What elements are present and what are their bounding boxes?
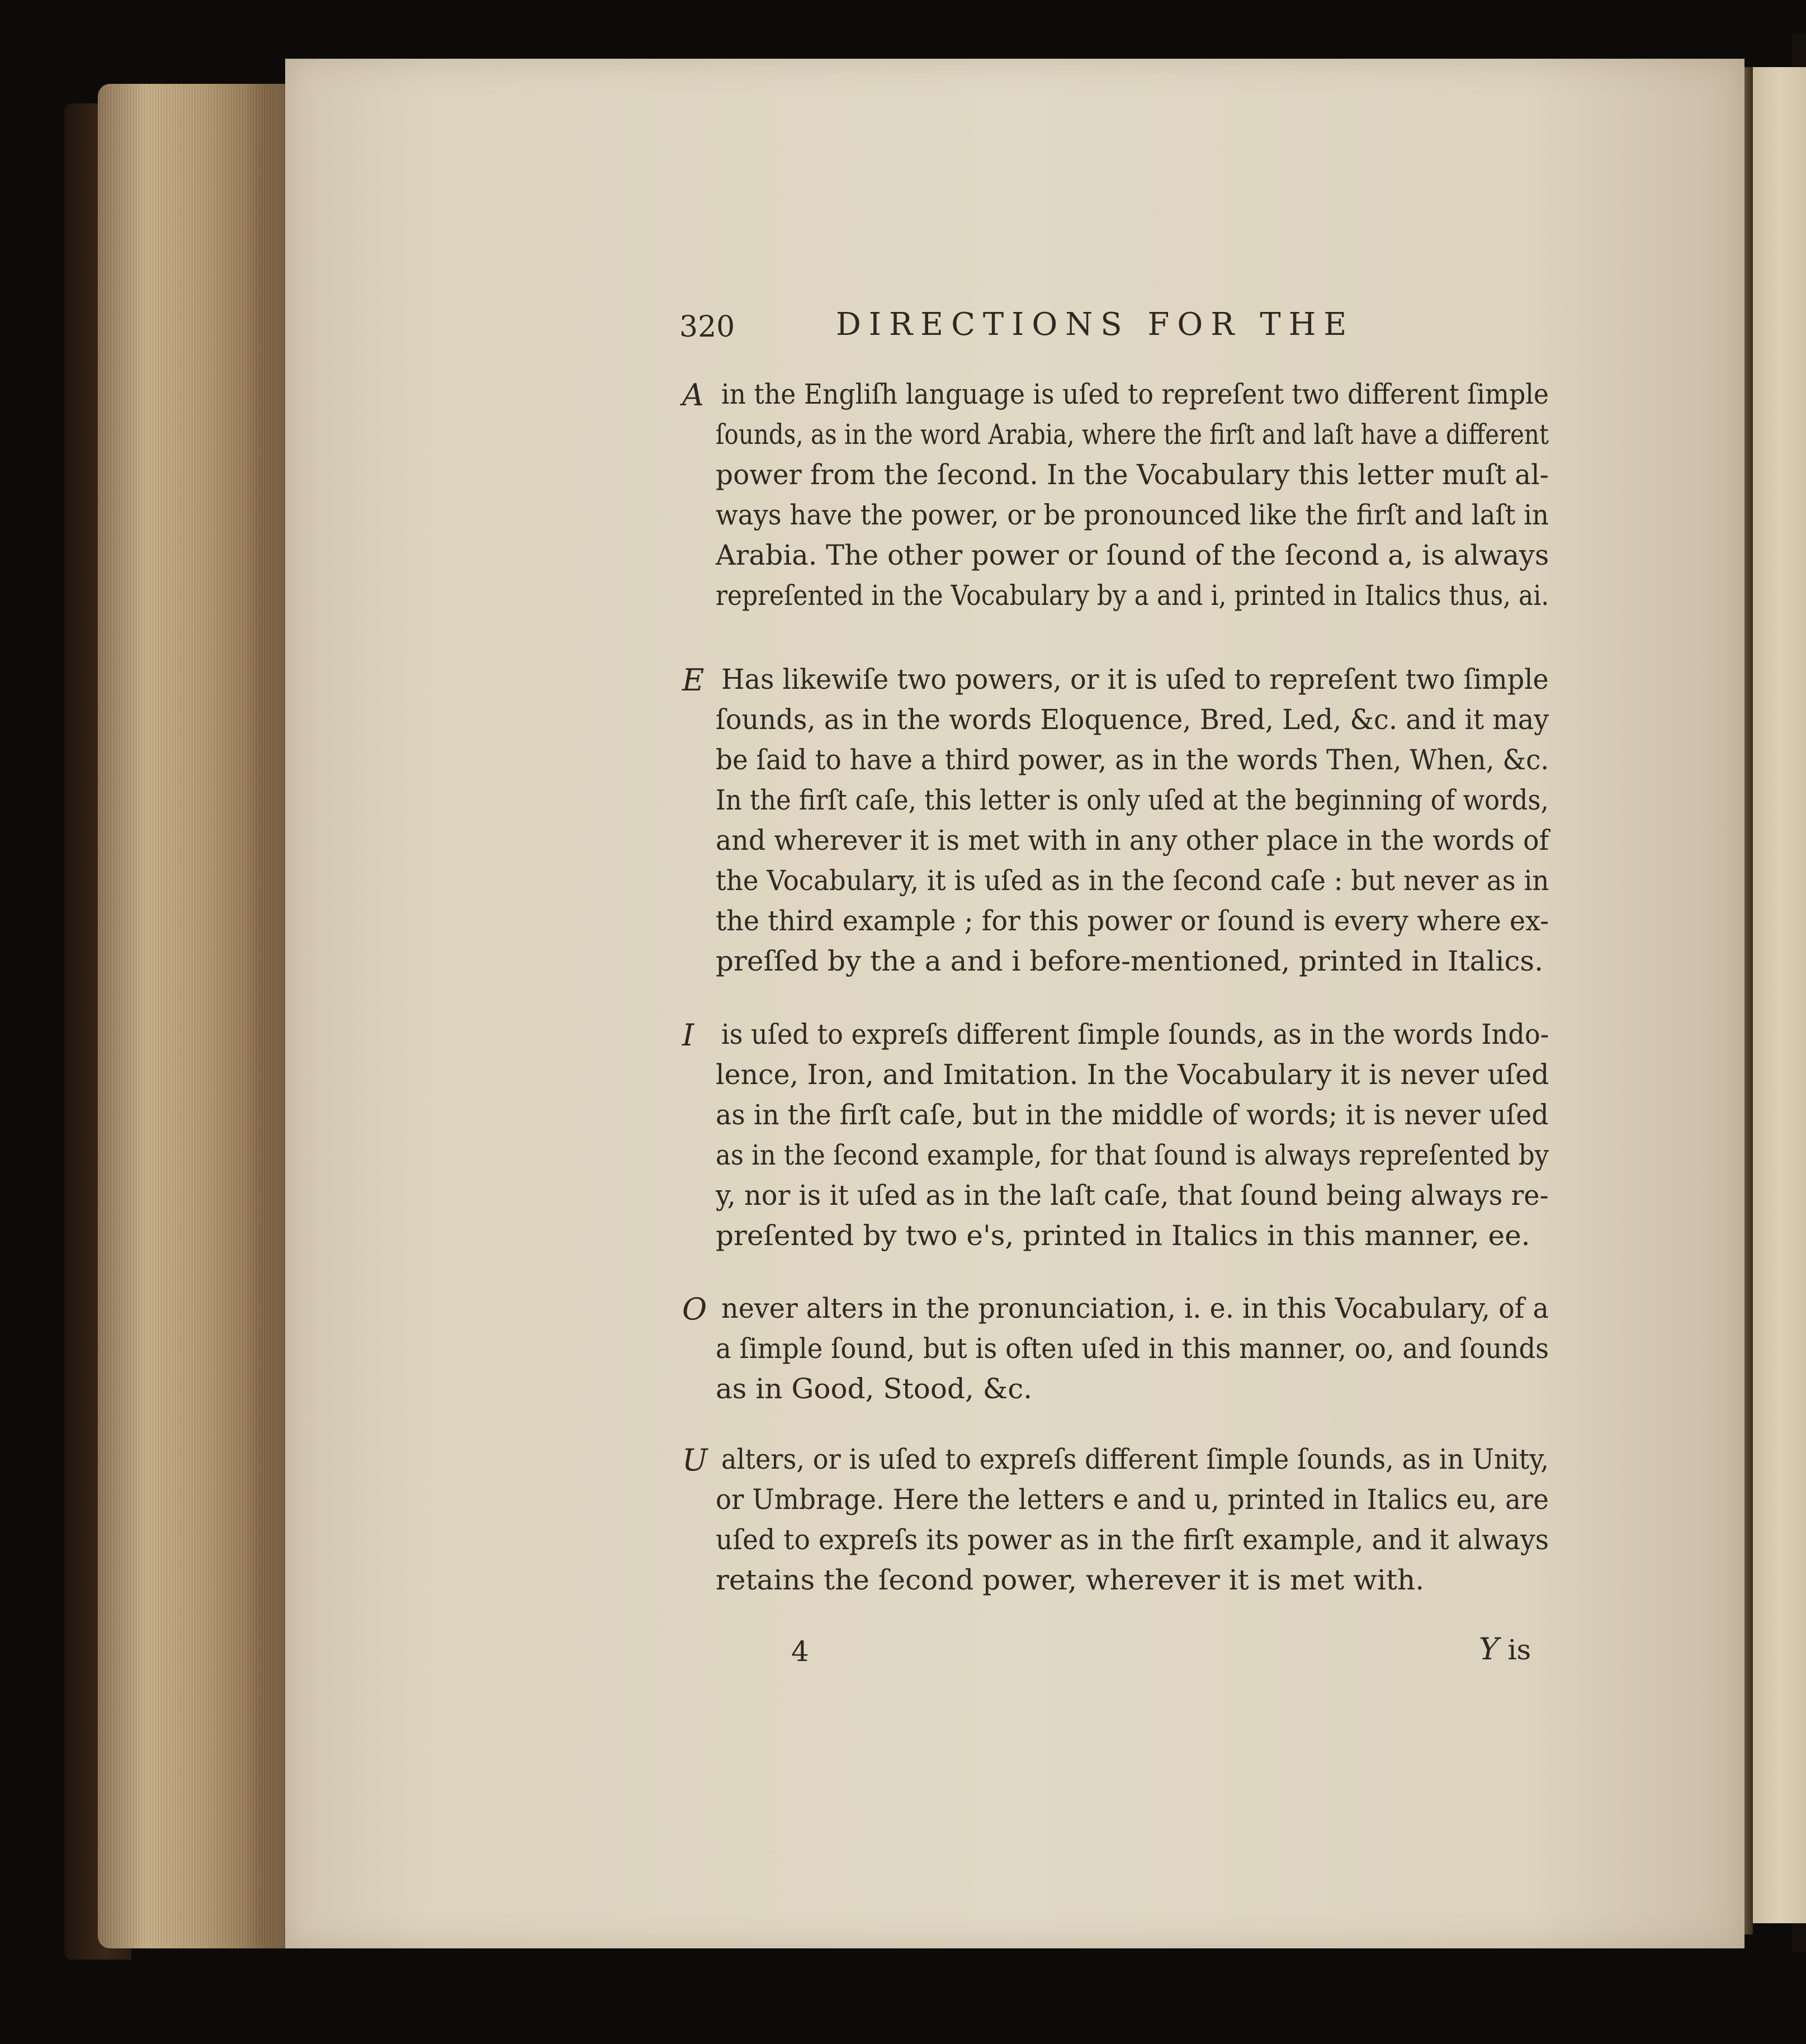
entry-line: Arabia. The other power or ſound of the ſecond a, is always — [716, 539, 1549, 571]
entry-line: is uſed to expreſs different ſimple ſounds, as in the words Indo- — [721, 1018, 1549, 1051]
facing-page — [1753, 67, 1806, 1923]
entry-line: preſſed by the a and i before-mentioned, printed in Italics. — [716, 945, 1543, 977]
signature-mark: 4 — [791, 1635, 809, 1668]
entry-line: be ſaid to have a third power, as in the words Then, When, &c. — [716, 744, 1549, 776]
entry-letter: A — [682, 377, 704, 413]
entry-line: in the Engliſh language is uſed to repreſent two different ſimple — [721, 378, 1549, 410]
entry-line: the third example ; for this power or ſound is every where ex- — [716, 905, 1549, 937]
catchword-letter: Y — [1479, 1631, 1499, 1667]
entry-line: uſed to expreſs its power as in the firſt example, and it always — [716, 1523, 1549, 1556]
page-number: 320 — [679, 310, 735, 344]
entry-letter: O — [682, 1291, 707, 1327]
entry-line: ſounds, as in the word Arabia, where the firſt and laſt have a different — [716, 418, 1549, 451]
entry-line: ſounds, as in the words Eloquence, Bred, Led, &c. and it may — [716, 703, 1549, 736]
entry-line: the Vocabulary, it is uſed as in the ſecond caſe : but never as in — [716, 864, 1549, 897]
entry-line: or Umbrage. Here the letters e and u, printed in Italics eu, are — [716, 1483, 1549, 1516]
entry-line: never alters in the pronunciation, i. e. in this Vocabulary, of a — [721, 1292, 1549, 1324]
entry-letter: U — [682, 1442, 708, 1478]
catchword-rest: is — [1498, 1634, 1531, 1666]
entry-line: as in the firſt caſe, but in the middle of words; it is never uſed — [716, 1099, 1549, 1131]
entry-line: as in Good, Stood, &c. — [716, 1373, 1033, 1405]
entry-line: preſented by two e's, printed in Italics in this manner, ee. — [716, 1219, 1530, 1252]
running-head: DIRECTIONS FOR THE — [836, 306, 1355, 343]
entry-line: and wherever it is met with in any other place in the words of — [716, 824, 1549, 857]
catchword — [1479, 1631, 1531, 1667]
entry-line: Has likewiſe two powers, or it is uſed to repreſent two ſimple — [721, 663, 1549, 695]
entry-line: power from the ſecond. In the Vocabulary this letter muſt al- — [716, 458, 1549, 491]
entry-line: y, nor is it uſed as in the laſt caſe, that ſound being always re- — [716, 1179, 1549, 1212]
entry-line: lence, Iron, and Imitation. In the Vocabulary it is never uſed — [716, 1058, 1549, 1091]
entry-line: alters, or is uſed to expreſs different ſimple ſounds, as in Unity, — [721, 1443, 1549, 1475]
entry-line: as in the ſecond example, for that ſound is always repreſented by — [716, 1139, 1549, 1171]
entry-line: repreſented in the Vocabulary by a and i, printed in Italics thus, ai. — [716, 579, 1549, 612]
entry-line: ways have the power, or be pronounced like the firſt and laſt in — [716, 499, 1549, 531]
entry-line: In the firſt caſe, this letter is only uſed at the beginning of words, — [716, 784, 1549, 816]
entry-letter: E — [682, 663, 705, 698]
entry-line: retains the ſecond power, wherever it is met with. — [716, 1564, 1425, 1596]
entry-line: a ſimple ſound, but is often uſed in this manner, oo, and ſounds — [716, 1332, 1549, 1365]
entry-letter: I — [682, 1018, 694, 1053]
